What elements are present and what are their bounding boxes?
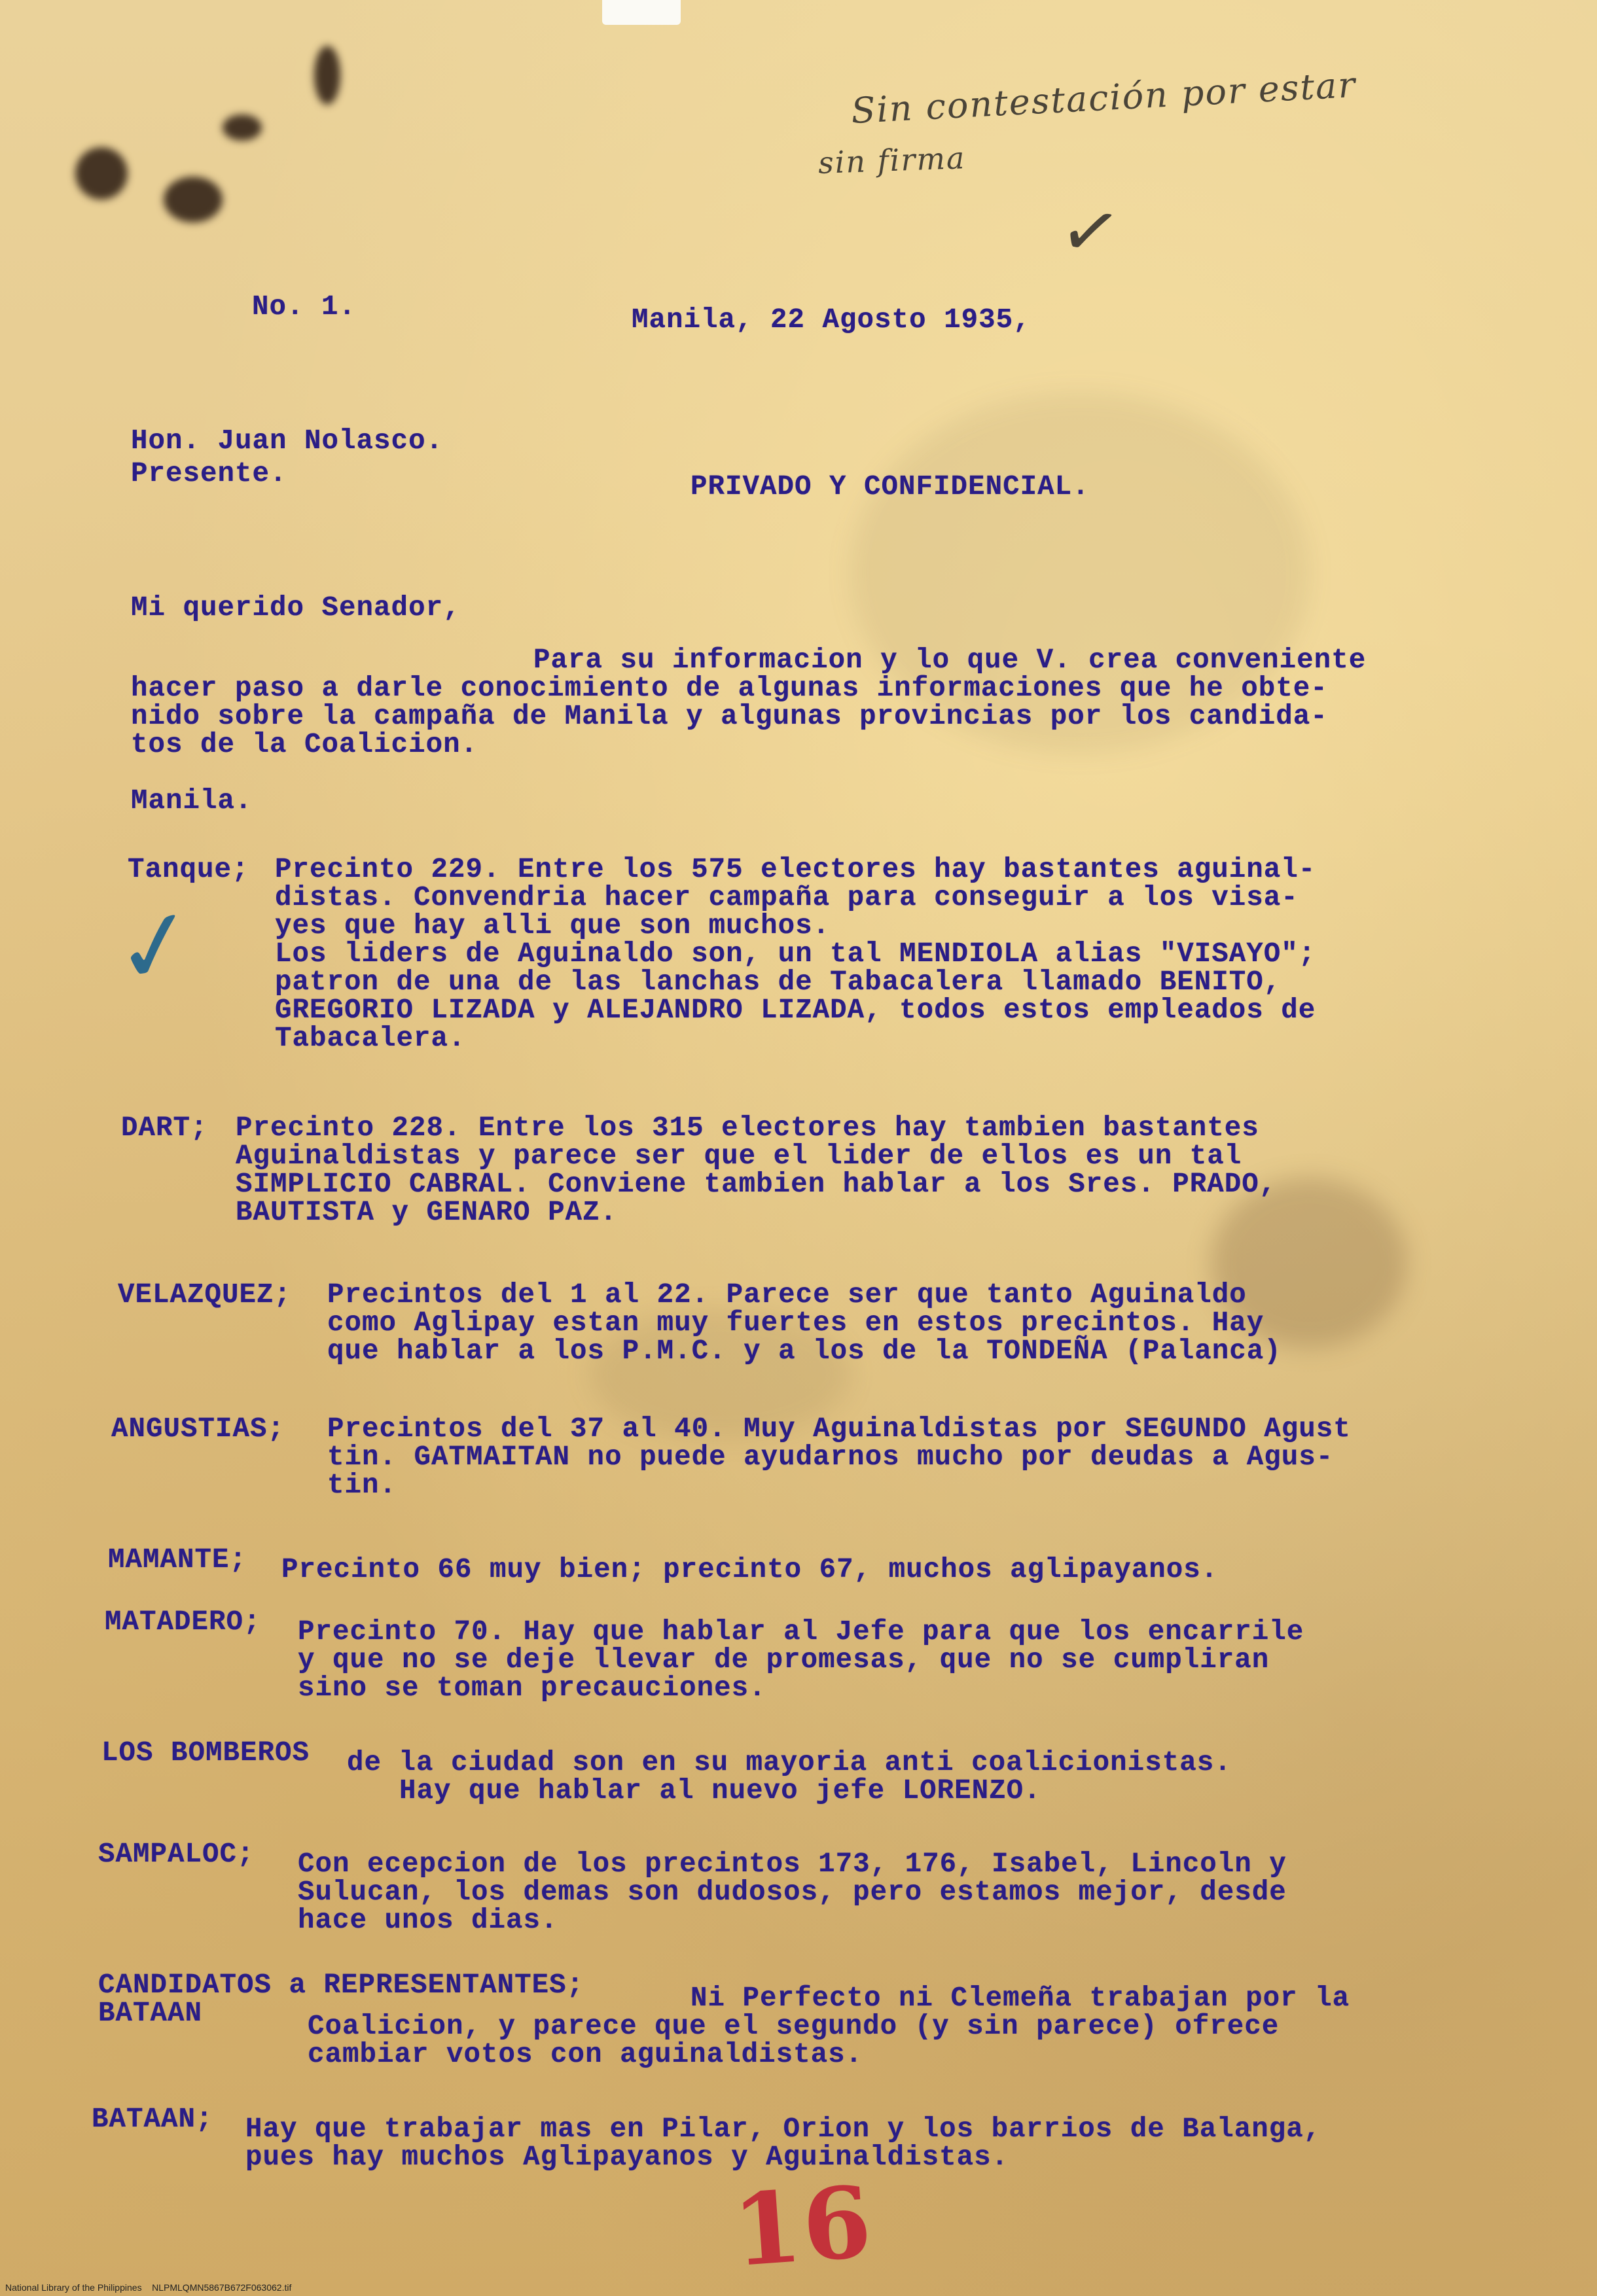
intro-line: Para su informacion y lo que V. crea conveniente [533,645,1367,676]
entry-label: VELAZQUEZ; [118,1279,292,1311]
entry-line: distas. Convendria hacer campaña para conseguir a los visa- [275,882,1299,913]
entry-line: Aguinaldistas y parece ser que el lider de ellos es un tal [236,1140,1242,1172]
entry-sublabel: BATAAN [98,1998,203,2029]
entry-line: sino se toman precauciones. [298,1672,766,1704]
entry-line: Tabacalera. [275,1023,466,1054]
section-heading: Manila. [131,785,253,817]
entry-line: cambiar votos con aguinaldistas. [308,2039,863,2070]
letter-number: No. 1. [252,291,357,323]
entry-line: patron de una de las lanchas de Tabacalera llamado BENITO, [275,966,1282,998]
entry-line: tin. GATMAITAN no puede ayudarnos mucho por deudas a Agus- [327,1441,1334,1473]
entry-line: yes que hay alli que son muchos. [275,910,831,942]
handwritten-note-line2: sin firma [817,140,967,181]
entry-line: Sulucan, los demas son dudosos, pero estamos mejor, desde [298,1877,1287,1908]
entry-label: DART; [121,1112,208,1144]
entry-line: Precinto 66 muy bien; precinto 67, muchos aglipayanos. [281,1554,1219,1585]
entry-line: Precinto 228. Entre los 315 electores hay tambien bastantes [236,1112,1259,1144]
place-date: Manila, 22 Agosto 1935, [632,304,1031,336]
addressee-name: Hon. Juan Nolasco. [131,425,444,457]
burn-mark [75,147,128,200]
entry-line: y que no se deje llevar de promesas, que no se cumpliran [298,1644,1270,1676]
page-number: 16 [729,2164,876,2289]
entry-line: hace unos dias. [298,1905,558,1936]
archive-footer: National Library of the Philippines NLPMLQMN5867B672F063062.tif [5,2282,292,2293]
entry-line: que hablar a los P.M.C. y a los de la TONDEÑA (Palanca) [327,1335,1282,1367]
entry-label: LOS BOMBEROS [101,1737,310,1769]
check-mark-icon: ✓ [1053,185,1129,279]
paper-tab [602,0,681,25]
entry-line: de la ciudad son en su mayoria anti coalicionistas. [347,1747,1232,1778]
entry-label: Tanque; [128,854,249,885]
entry-line: pues hay muchos Aglipayanos y Aguinaldistas. [245,2142,1009,2173]
entry-line: Coalicion, y parece que el segundo (y sin parece) ofrece [308,2011,1280,2042]
entry-line: Precinto 229. Entre los 575 electores hay bastantes aguinal- [275,854,1316,885]
entry-line: como Aglipay estan muy fuertes en estos precintos. Hay [327,1307,1265,1339]
entry-label: CANDIDATOS a REPRESENTANTES; [98,1969,584,2001]
burn-mark [164,177,223,222]
entry-line: GREGORIO LIZADA y ALEJANDRO LIZADA, todos estos empleados de [275,995,1316,1026]
entry-line: Precintos del 37 al 40. Muy Aguinaldistas por SEGUNDO Agust [327,1413,1351,1445]
entry-line: Hay que trabajar mas en Pilar, Orion y los barrios de Balanga, [245,2113,1321,2145]
entry-label: MATADERO; [105,1606,261,1638]
entry-line: Hay que hablar al nuevo jefe LORENZO. [399,1775,1041,1807]
entry-line: Precintos del 1 al 22. Parece ser que tanto Aguinaldo [327,1279,1247,1311]
burn-mark [314,46,340,105]
burn-mark [223,115,262,141]
intro-line: hacer paso a darle conocimiento de algunas informaciones que he obte- [131,673,1328,704]
entry-line: Precinto 70. Hay que hablar al Jefe para que los encarrile [298,1616,1304,1648]
handwritten-note-line1: Sin contestación por estar [850,63,1357,132]
entry-line: BAUTISTA y GENARO PAZ. [236,1197,618,1228]
intro-line: nido sobre la campaña de Manila y algunas provincias por los candida- [131,701,1328,732]
entry-line: SIMPLICIO CABRAL. Conviene tambien hablar a los Sres. PRADO, [236,1169,1277,1200]
addressee-location: Presente. [131,458,287,489]
entry-label: MAMANTE; [108,1544,247,1576]
entry-line: Ni Perfecto ni Clemeña trabajan por la [691,1983,1350,2014]
entry-label: BATAAN; [92,2104,213,2135]
salutation: Mi querido Senador, [131,592,461,624]
entry-line: Con ecepcion de los precintos 173, 176, Isabel, Lincoln y [298,1848,1287,1880]
intro-line: tos de la Coalicion. [131,729,478,760]
entry-label: SAMPALOC; [98,1839,255,1870]
entry-label: ANGUSTIAS; [111,1413,285,1445]
entry-line: tin. [327,1470,397,1501]
entry-line: Los liders de Aguinaldo son, un tal MENDIOLA alias "VISAYO"; [275,938,1316,970]
blue-check-mark-icon: ✓ [105,883,207,1010]
confidential-heading: PRIVADO Y CONFIDENCIAL. [691,471,1090,503]
